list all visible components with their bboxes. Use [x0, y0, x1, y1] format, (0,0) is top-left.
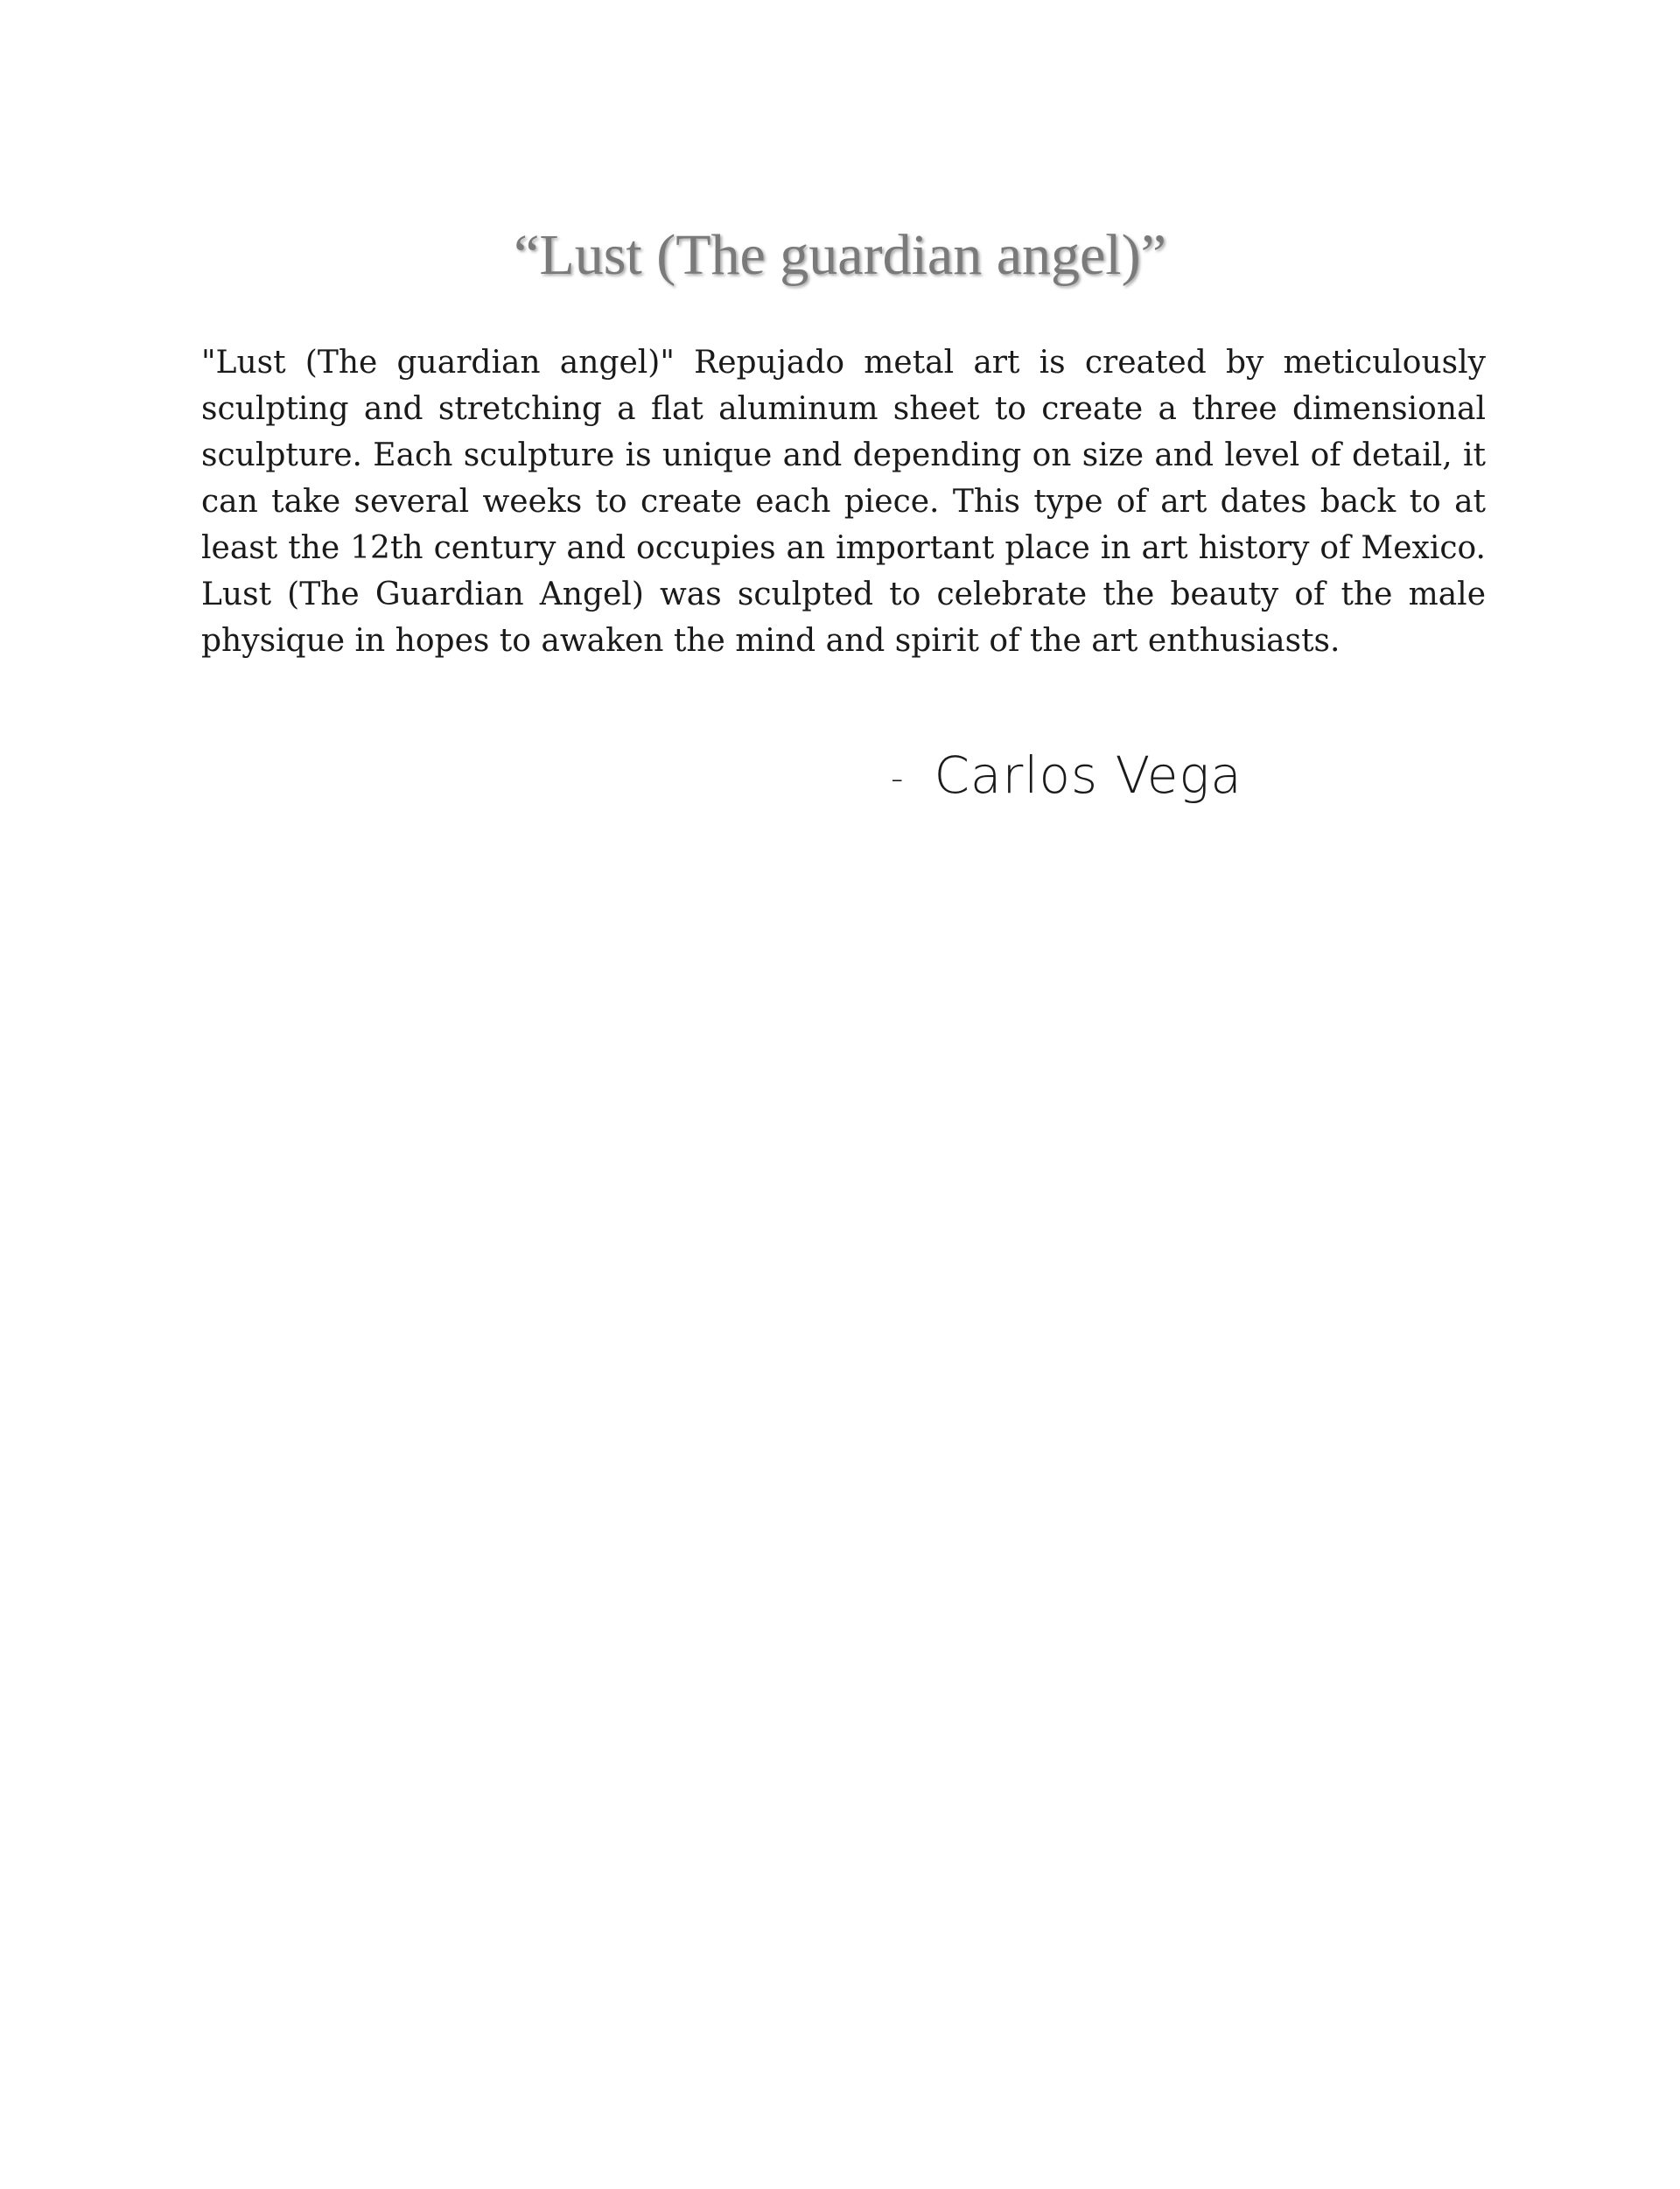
document-body-paragraph: "Lust (The guardian angel)" Repujado metal art is created by meticulously sculpting and stretching a flat aluminum sheet to create a three dimensional sculpture. Each sculpture is unique and depending on size and level of detail, it can take several weeks to create each piece. This type of art dates back to at least the 12th century and occupies an important place in art history of Mexico. Lust (The Guardian Angel) was sculpted to celebrate the beauty of the male physique in hopes to awaken the mind and spirit of the art enthusiasts.: [201, 345, 1486, 659]
document-title: “Lust (The guardian angel)”: [514, 223, 1166, 287]
author-signature: [891, 740, 1242, 814]
signature-dash: -: [891, 759, 905, 799]
signature-name: Carlos Vega: [934, 745, 1242, 805]
